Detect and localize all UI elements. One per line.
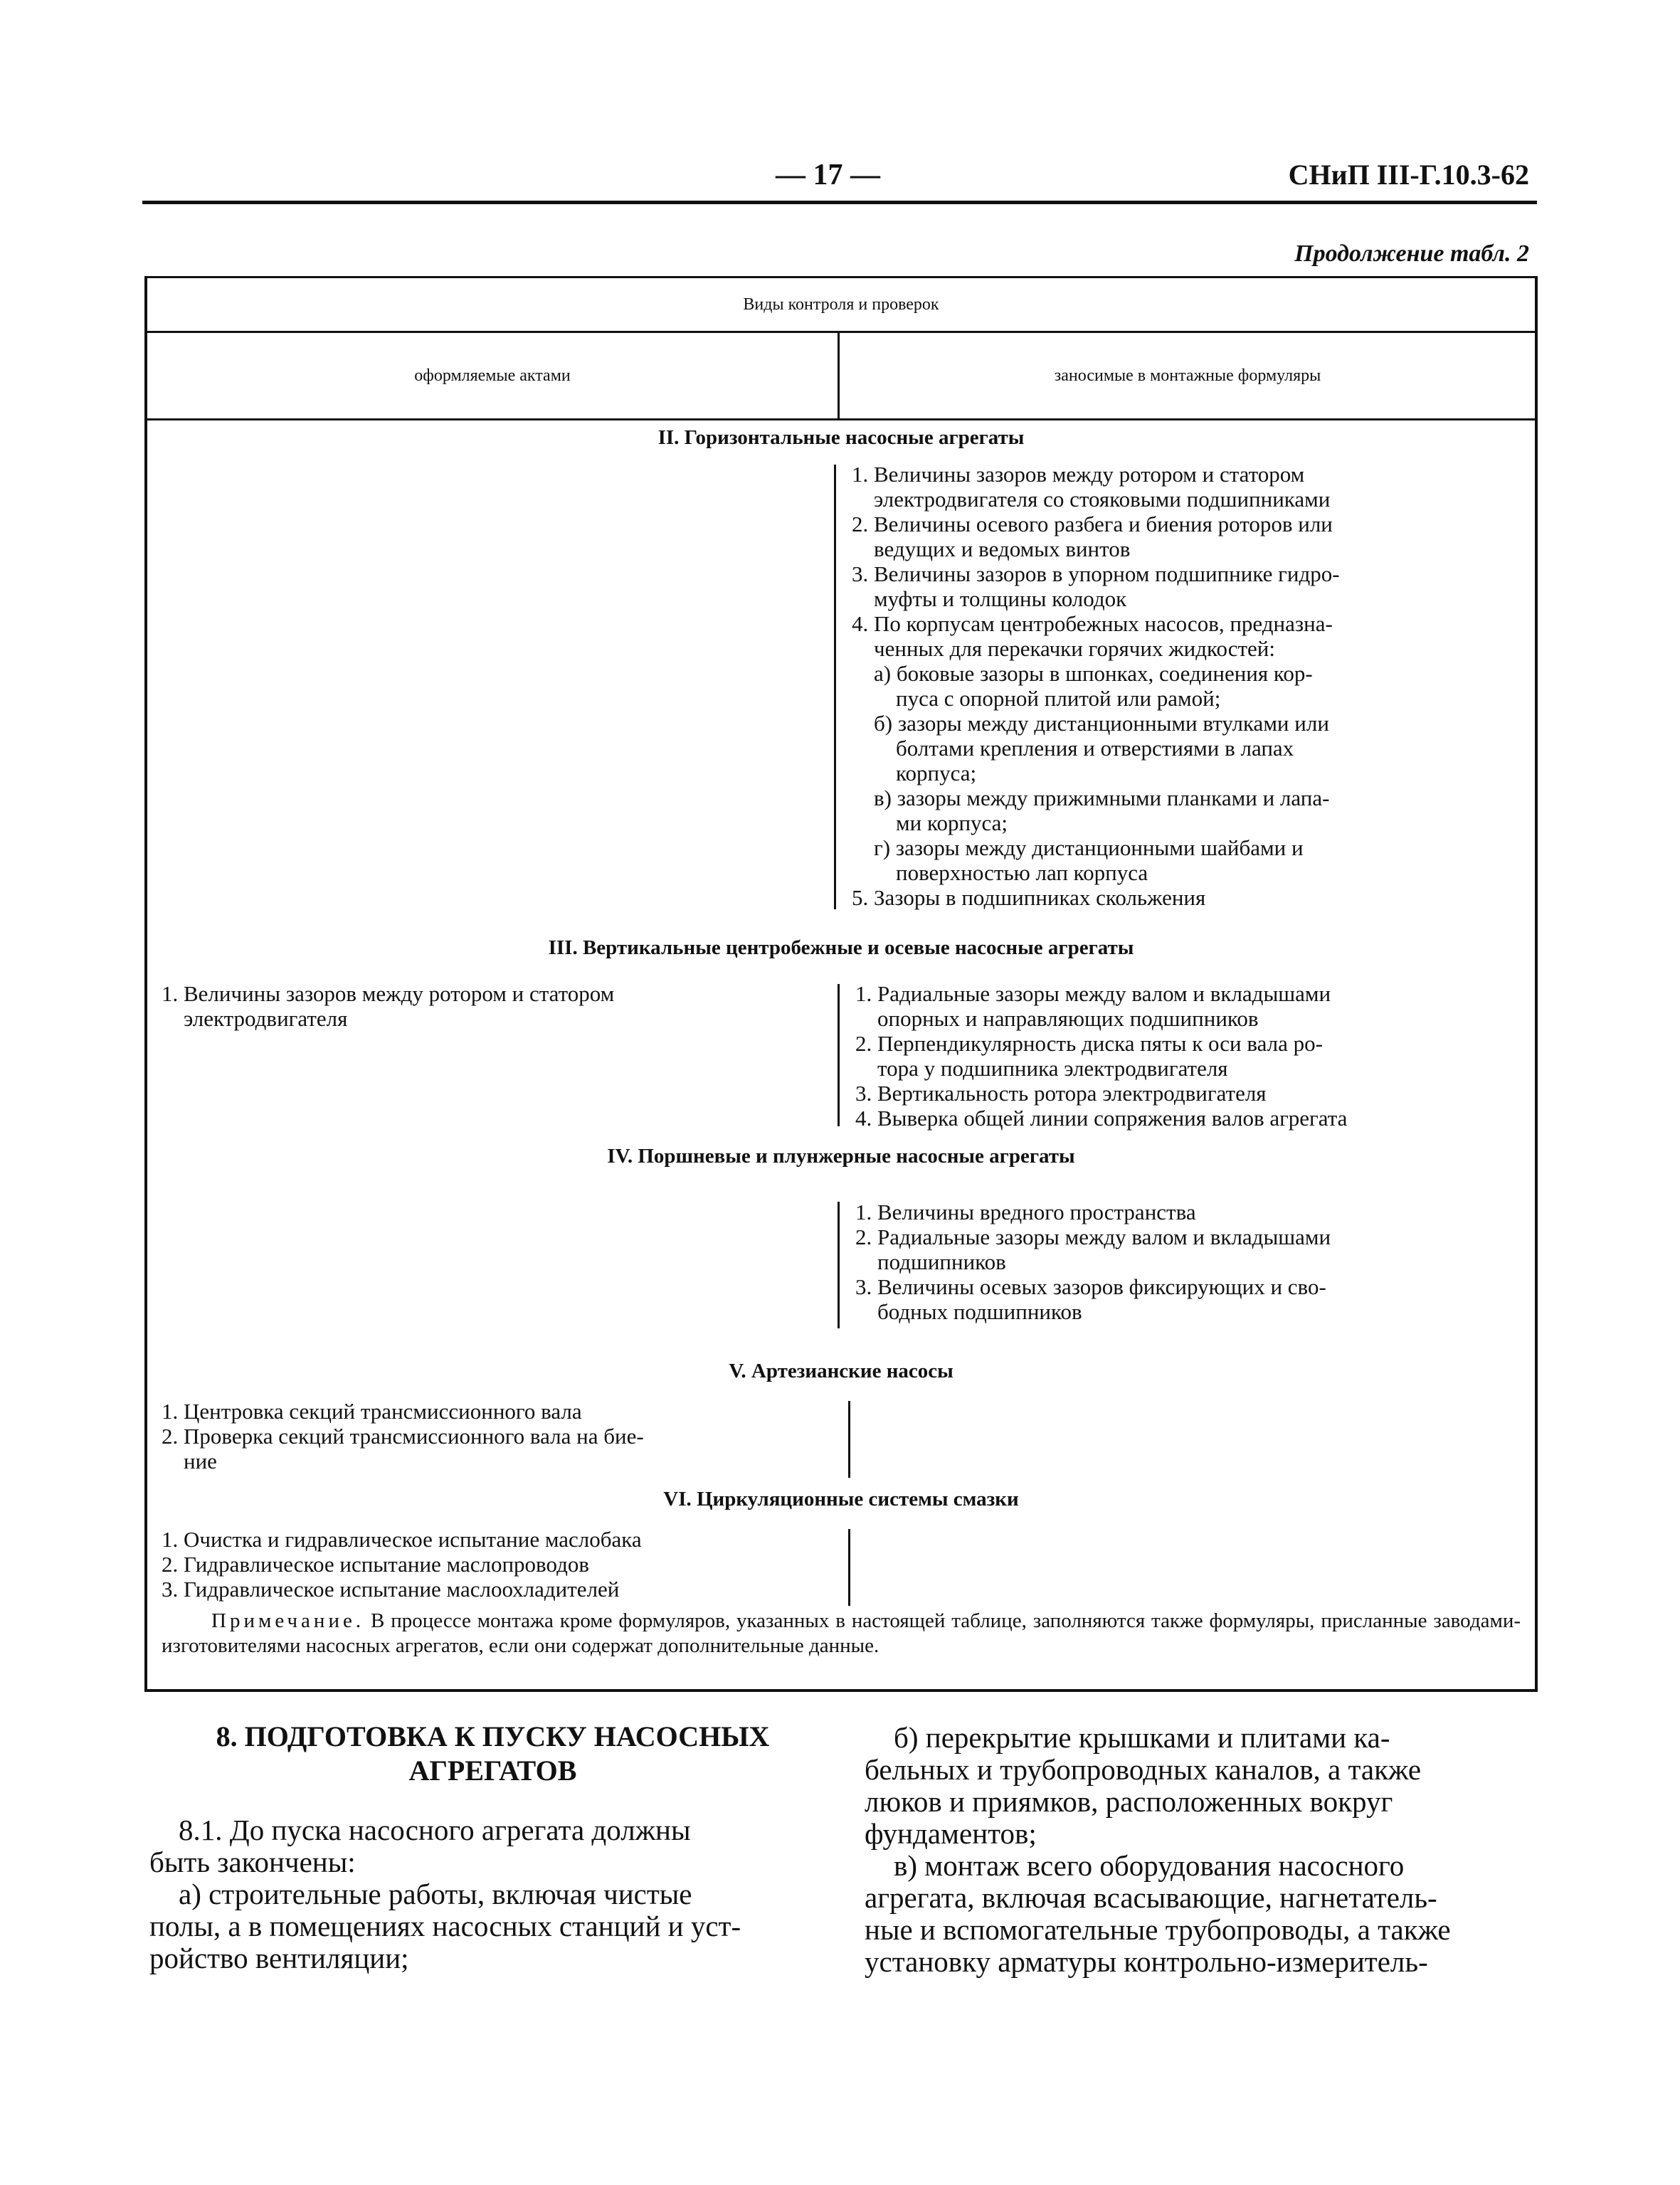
list-item: 3. Величины осевых зазоров фиксирующих и сво- xyxy=(855,1274,1326,1299)
list-item: бодных подшипников xyxy=(855,1299,1082,1324)
list-item: 3. Гидравлическое испытание маслоохладителей xyxy=(162,1577,620,1602)
paragraph-line: в) монтаж всего оборудования насосного xyxy=(865,1849,1405,1882)
column-header-forms: заносимые в монтажные формуляры xyxy=(1054,366,1321,385)
paragraph-line: бельных и трубопроводных каналов, а также xyxy=(865,1753,1422,1786)
section-heading: 8. ПОДГОТОВКА К ПУСКУ НАСОСНЫХ АГРЕГАТОВ xyxy=(216,1720,770,1787)
column-divider xyxy=(848,1529,850,1606)
list-item: пуса с опорной плитой или рамой; xyxy=(852,686,1221,711)
column-divider xyxy=(848,1401,850,1478)
list-item: в) зазоры между прижимными планками и лапа- xyxy=(852,785,1330,810)
list-item: а) боковые зазоры в шпонках, соединения кор- xyxy=(852,661,1313,686)
list-item: электродвигателя со стояковыми подшипниками xyxy=(852,487,1331,512)
inspection-table xyxy=(144,276,1538,1692)
header-bottom-rule xyxy=(147,418,1535,420)
list-item: 2. Перпендикулярность диска пяты к оси вала ро- xyxy=(855,1031,1323,1056)
paragraph-line: ройство вентиляции; xyxy=(149,1942,409,1974)
paragraph-line: люков и приямков, расположенных вокруг xyxy=(865,1785,1393,1818)
list-item: б) зазоры между дистанционными втулками или xyxy=(852,711,1329,736)
paragraph-line: ные и вспомогательные трубопроводы, а также xyxy=(865,1913,1451,1946)
paragraph-line: полы, а в помещениях насосных станций и уст- xyxy=(149,1910,741,1942)
list-item: 4. Выверка общей линии сопряжения валов агрегата xyxy=(855,1106,1348,1131)
table-title: Виды контроля и проверок xyxy=(147,278,1535,333)
section-title-horizontal: II. Горизонтальные насосные агрегаты xyxy=(657,426,1025,449)
paragraph-line: 8.1. До пуска насосного агрегата должны xyxy=(149,1814,691,1846)
column-divider xyxy=(834,465,836,909)
table-note xyxy=(162,1609,1521,1658)
paragraph-line: быть закончены: xyxy=(149,1846,356,1878)
note-label: Примечание. xyxy=(211,1609,365,1632)
document-code: СНиП III-Г.10.3-62 xyxy=(1288,159,1529,191)
list-item: ченных для перекачки горячих жидкостей: xyxy=(852,636,1276,661)
list-item: поверхностью лап корпуса xyxy=(852,860,1148,885)
column-header-acts: оформляемые актами xyxy=(414,366,571,385)
list-item: 3. Величины зазоров в упорном подшипнике гидро- xyxy=(852,561,1340,586)
list-item: 1. Центровка секций трансмиссионного вала xyxy=(162,1399,582,1424)
column-divider xyxy=(838,984,840,1126)
section-title-lubrication: VI. Циркуляционные системы смазки xyxy=(663,1488,1019,1511)
list-item: 5. Зазоры в подшипниках скольжения xyxy=(852,885,1206,910)
section-title-artesian: V. Артезианские насосы xyxy=(729,1360,953,1382)
list-item: 1. Очистка и гидравлическое испытание маслобака xyxy=(162,1527,642,1552)
list-item: г) зазоры между дистанционными шайбами и xyxy=(852,835,1304,860)
paragraph-line: агрегата, включая всасывающие, нагнетатель- xyxy=(865,1881,1437,1914)
header-divider xyxy=(838,333,840,418)
list-item: ми корпуса; xyxy=(852,810,1008,835)
list-item: корпуса; xyxy=(852,761,977,785)
note-text: В процессе монтажа кроме формуляров, указанных в настоящей таблице, заполняются также формуляры, присланные заводами-изготовителями насосных агрегатов, если они содержат дополнительные данные. xyxy=(162,1609,1521,1657)
paragraph-line: б) перекрытие крышками и плитами ка- xyxy=(865,1721,1390,1754)
list-item: 2. Радиальные зазоры между валом и вкладышами xyxy=(855,1224,1331,1249)
list-item: 2. Гидравлическое испытание маслопроводов xyxy=(162,1552,589,1577)
list-item: 1. Величины зазоров между ротором и статором xyxy=(162,981,615,1006)
section-title-vertical: III. Вертикальные центробежные и осевые насосные агрегаты xyxy=(548,936,1134,959)
page-number: — 17 — xyxy=(776,159,880,191)
list-item: ние xyxy=(162,1449,217,1474)
list-item: 2. Проверка секций трансмиссионного вала на бие- xyxy=(162,1424,644,1449)
paragraph-line: установку арматуры контрольно-измеритель- xyxy=(865,1945,1428,1978)
list-item: 1. Радиальные зазоры между валом и вкладышами xyxy=(855,981,1331,1006)
column-divider xyxy=(838,1202,840,1328)
list-item: электродвигателя xyxy=(162,1006,348,1031)
list-item: опорных и направляющих подшипников xyxy=(855,1006,1259,1031)
list-item: 4. По корпусам центробежных насосов, предназна- xyxy=(852,611,1333,636)
paragraph-line: фундаментов; xyxy=(865,1817,1037,1850)
list-item: 1. Величины вредного пространства xyxy=(855,1200,1196,1224)
list-item: 3. Вертикальность ротора электродвигателя xyxy=(855,1081,1267,1106)
section-title-piston: IV. Поршневые и плунжерные насосные агрегаты xyxy=(607,1145,1075,1168)
list-item: ведущих и ведомых винтов xyxy=(852,536,1131,561)
list-item: болтами крепления и отверстиями в лапах xyxy=(852,736,1294,761)
list-item: 2. Величины осевого разбега и биения роторов или xyxy=(852,512,1333,536)
list-item: подшипников xyxy=(855,1249,1006,1274)
list-item: тора у подшипника электродвигателя xyxy=(855,1056,1228,1081)
header-rule xyxy=(142,201,1537,204)
table-continuation-label: Продолжение табл. 2 xyxy=(1294,240,1529,267)
paragraph-line: а) строительные работы, включая чистые xyxy=(149,1878,692,1910)
list-item: муфты и толщины колодок xyxy=(852,586,1127,611)
list-item: 1. Величины зазоров между ротором и статором xyxy=(852,462,1305,487)
